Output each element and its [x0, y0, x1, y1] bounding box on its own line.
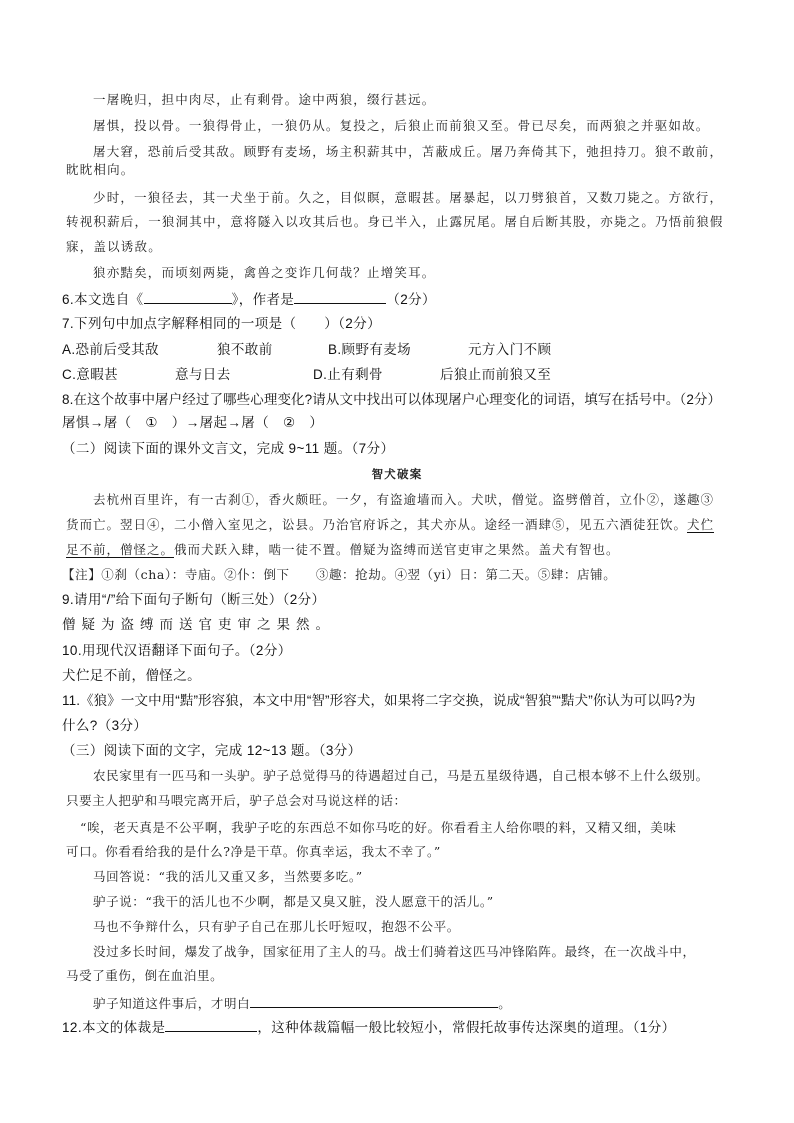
- question-10-stem: 10.用现代汉语翻译下面句子。（2分）: [62, 643, 292, 658]
- story-line: 马回答说：“我的活儿又重又多，当然要多吃。”: [93, 869, 363, 884]
- story-line: 只要主人把驴和马喂完离开后，驴子总会对马说这样的话：: [66, 793, 407, 808]
- option-d1: D.止有剩骨: [313, 367, 383, 382]
- question-6-score: （2分）: [386, 292, 436, 307]
- article-title: 智犬破案: [371, 467, 423, 481]
- article-text: 货而亡。翌日④，二小僧入室见之，讼县。乃治官府诉之，其犬亦从。途经一酒肆⑤，见五六酒徒狂饮。: [66, 517, 688, 532]
- story-line: “唉，老天真是不公平啊，我驴子吃的东西总不如你马吃的好。你看看主人给你喂的料，又精又细，美味: [80, 820, 677, 835]
- answer-blank-genre[interactable]: [165, 1017, 257, 1032]
- story-text: 。: [498, 996, 512, 1011]
- article-text: 俄而犬跃入肆，啮一徒不置。僧疑为盗缚而送官吏审之果然。盖犬有智也。: [174, 542, 620, 557]
- answer-blank-book[interactable]: [144, 289, 232, 304]
- article-line: 去杭州百里许，有一古刹①，香火颇旺。一夕，有盗逾墙而入。犬吠，僧觉。盗劈僧首，立仆②，遂趣③: [93, 492, 715, 507]
- story-text: 驴子知道这件事后，才明白: [93, 996, 251, 1011]
- question-8-chain: 屠惧→屠（ ① ）→屠起→屠（ ② ）: [62, 415, 324, 430]
- section-2-heading: （二）阅读下面的课外文言文，完成 9~11 题。（7分）: [62, 441, 395, 456]
- question-10-sentence: 犬伫足不前，僧怪之。: [62, 668, 201, 683]
- story-line: 可口。你看看给我的是什么?净是干草。你真幸运，我太不幸了。”: [66, 844, 441, 859]
- article-line: [0, 516, 794, 534]
- answer-blank-moral[interactable]: [250, 993, 498, 1008]
- story-line: 农民家里有一匹马和一头驴。驴子总觉得马的待遇超过自己，马是五星级待遇，自己根本够不上什么级别。: [93, 768, 709, 783]
- question-8-stem: 8.在这个故事中屠户经过了哪些心理变化?请从文中找出可以体现屠户心理变化的词语，填写在括号中。（2分）: [62, 392, 722, 407]
- article-line: [0, 541, 794, 559]
- question-6: [0, 289, 794, 309]
- passage-line: 少时，一狼径去，其一犬坐于前。久之，目似瞑，意暇甚。屠暴起，以刀劈狼首，又数刀毙之。方欲行，: [93, 190, 724, 205]
- question-9-sentence: 僧疑为盗缚而送官吏审之果然。: [62, 617, 335, 632]
- story-line: 马也不争辩什么，只有驴子自己在那儿长吁短叹，抱怨不公平。: [93, 919, 460, 934]
- option-c1: C.意暇甚: [62, 367, 118, 382]
- option-d2: 后狼止而前狼又至: [440, 367, 552, 382]
- option-c2: 意与日去: [175, 367, 231, 382]
- section-3-heading: （三）阅读下面的文字，完成 12~13 题。（3分）: [62, 743, 362, 758]
- question-11-stem: 11.《狼》一文中用“黠”形容狼，本文中用“智”形容犬，如果将二字交换，说成“智狼”“黠犬”你认为可以吗?为: [62, 693, 696, 708]
- passage-line: 转视积薪后，一狼洞其中，意将隧入以攻其后也。身已半入，止露尻尾。屠自后断其股，亦毙之。乃悟前狼假: [66, 214, 724, 229]
- question-6-text: 》，作者是: [231, 292, 295, 307]
- question-12-text: ，这种体裁篇幅一般比较短小，常假托故事传达深奥的道理。（1分）: [257, 1020, 676, 1035]
- passage-line: 一屠晚归，担中肉尽，止有剩骨。途中两狼，缀行甚远。: [93, 92, 436, 107]
- story-line: 马受了重伤，倒在血泊里。: [66, 968, 224, 983]
- question-12: [0, 1017, 794, 1037]
- passage-line: 眈眈相向。: [66, 162, 135, 177]
- passage-line: 屠惧，投以骨。一狼得骨止，一狼仍从。复投之，后狼止而前狼又至。骨已尽矣，而两狼之并驱如故。: [93, 118, 710, 133]
- underlined-sentence: 足不前，僧怪之。: [66, 542, 175, 557]
- passage-line: 屠大窘，恐前后受其敌。顾野有麦场，场主积薪其中，苫蔽成丘。屠乃奔倚其下，弛担持刀。狼不敢前，: [93, 144, 724, 159]
- question-9-stem: 9.请用“/”给下面句子断句（断三处）（2分）: [62, 592, 326, 607]
- option-b1: B.顾野有麦场: [328, 342, 412, 357]
- passage-line: 狼亦黠矣，而顷刻两毙，禽兽之变诈几何哉？止增笑耳。: [93, 265, 436, 280]
- option-a1: A.恐前后受其敌: [62, 342, 159, 357]
- option-b2: 元方入门不顾: [468, 342, 552, 357]
- question-6-text: 6.本文选自《: [62, 292, 144, 307]
- question-7-stem: 7.下列句中加点字解释相同的一项是（ ）（2分）: [62, 316, 382, 331]
- answer-blank-author[interactable]: [294, 289, 386, 304]
- annotation-note: 【注】①刹（cha）：寺庙。②仆：倒下 ③趣：抢劫。④翌（yi）日：第二天。⑤肆：店铺。: [62, 567, 617, 582]
- question-11-stem: 什么?（3分）: [62, 718, 148, 733]
- story-line: 驴子说：“我干的活儿也不少啊，都是又臭又脏，没人愿意干的活儿。”: [93, 894, 494, 909]
- passage-line: 寐，盖以诱敌。: [66, 239, 162, 254]
- question-12-text: 12.本文的体裁是: [62, 1020, 166, 1035]
- story-line: [0, 993, 794, 1013]
- story-line: 没过多长时间，爆发了战争，国家征用了主人的马。战士们骑着这匹马冲锋陷阵。最终，在一次战斗中，: [93, 944, 696, 959]
- underlined-sentence: 犬伫: [687, 517, 715, 532]
- option-a2: 狼不敢前: [217, 342, 273, 357]
